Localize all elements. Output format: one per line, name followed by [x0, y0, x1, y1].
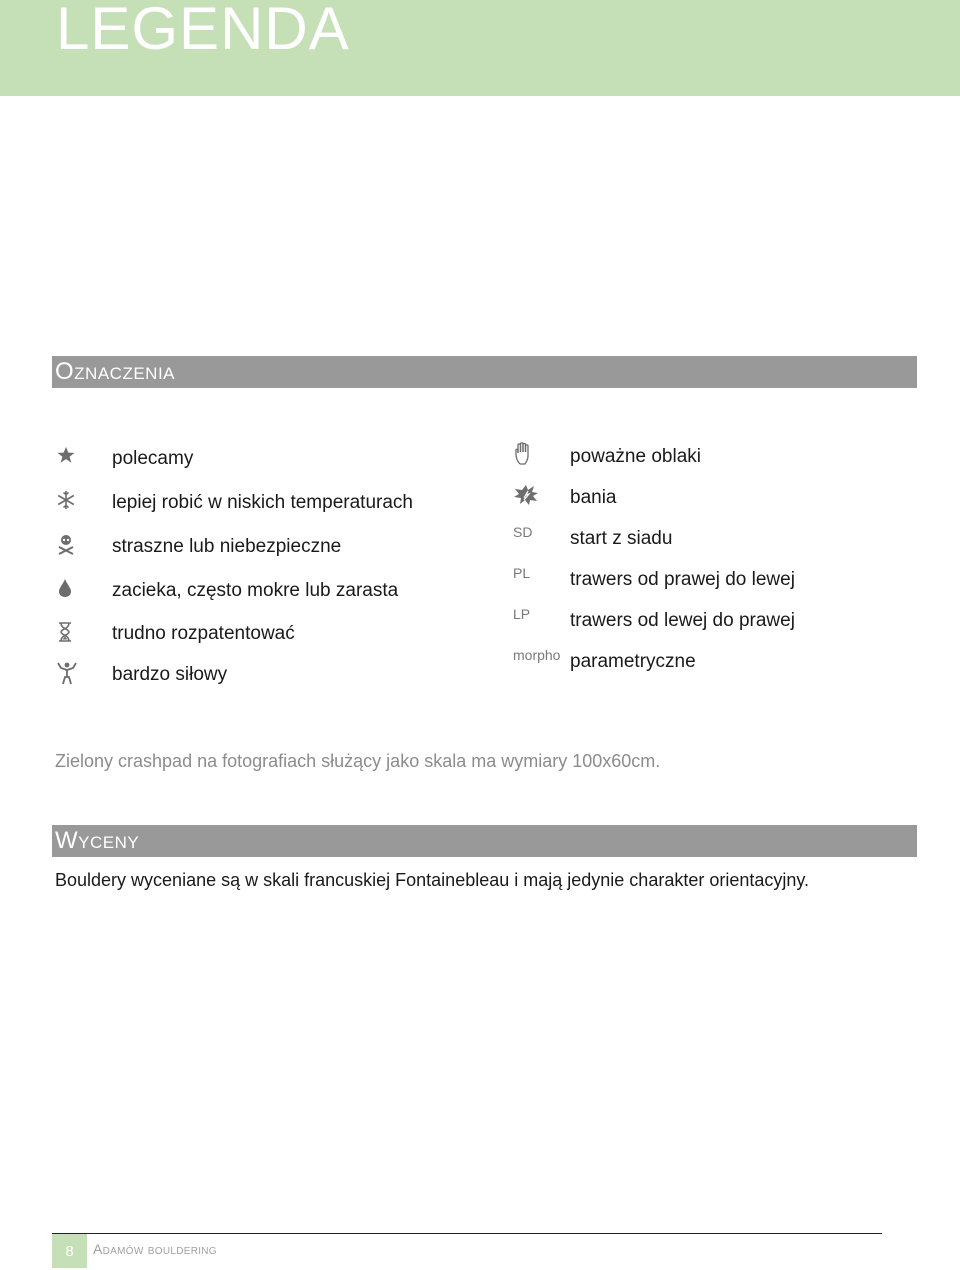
section-title: Wyceny	[55, 827, 140, 854]
abbr-lp: LP	[513, 606, 531, 622]
burst-icon	[513, 484, 539, 506]
section-header-oznaczenia	[52, 356, 917, 388]
legend-label: parametryczne	[570, 651, 696, 672]
hourglass-icon	[57, 621, 73, 643]
page-title: LEGENDA	[56, 0, 350, 62]
crashpad-note: Zielony crashpad na fotografiach służący jako skala ma wymiary 100x60cm.	[55, 751, 661, 771]
section-header-wyceny	[52, 825, 917, 857]
legend-label: poważne oblaki	[570, 446, 701, 467]
abbr-morpho: morpho	[513, 647, 561, 663]
snowflake-icon	[56, 490, 76, 510]
wyceny-text: Bouldery wyceniane są w skali francuskiej Fontainebleau i mają jedynie charakter orientacyjny.	[55, 870, 810, 890]
legend-label: lepiej robić w niskich temperaturach	[112, 492, 413, 513]
legend-label: zacieka, często mokre lub zarasta	[112, 580, 399, 601]
page-number: 8	[52, 1234, 87, 1268]
hand-icon	[514, 442, 536, 466]
legend-label: bardzo siłowy	[112, 664, 228, 685]
legend-label: trudno rozpatentować	[112, 623, 295, 644]
water-drop-icon	[58, 578, 72, 598]
legend-label: trawers od prawej do lewej	[570, 569, 795, 590]
legend-label: bania	[570, 487, 617, 508]
footer-divider	[52, 1233, 882, 1234]
star-icon	[57, 446, 75, 464]
legend-label: trawers od lewej do prawej	[570, 610, 795, 631]
legend-label: straszne lub niebezpieczne	[112, 536, 342, 557]
legend-label: start z siadu	[570, 528, 673, 549]
abbr-sd: SD	[513, 524, 533, 540]
strongman-icon	[56, 661, 78, 685]
legend-label: polecamy	[112, 448, 194, 469]
footer-title: Adamów bouldering	[93, 1241, 217, 1257]
skull-crossbones-icon	[56, 534, 76, 556]
abbr-pl: PL	[513, 565, 531, 581]
section-title: Oznaczenia	[55, 358, 176, 385]
header-band	[0, 0, 960, 96]
